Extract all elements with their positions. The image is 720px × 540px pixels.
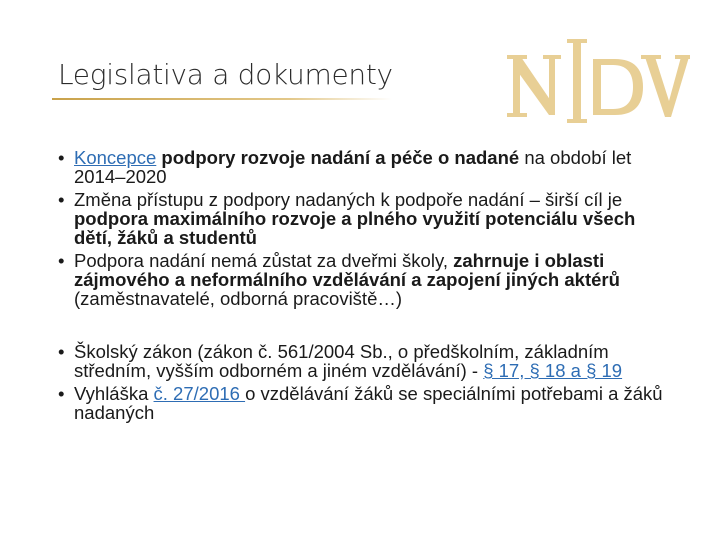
- bullet-item: [58, 342, 668, 380]
- bullet-icon: •: [58, 147, 65, 168]
- bullet-text: Školský zákon (zákon č. 561/2004 Sb., o předškolním, základním středním, vyšším odborném a jiném vzdělávání) -: [74, 341, 609, 381]
- bullet-list-strategy: [58, 148, 668, 308]
- bullet-icon: •: [58, 341, 65, 362]
- bullet-emphasis-text: zahrnuje i oblasti zájmového a neformálního vzdělávání a zapojení jiných aktérů: [74, 250, 620, 290]
- bullet-icon: •: [58, 189, 65, 210]
- title-underline: [52, 98, 392, 100]
- bullet-text: na období let 2014–2020: [74, 147, 632, 187]
- bullet-text: Změna přístupu z podpory nadaných k podpoře nadání – širší cíl je: [74, 189, 623, 210]
- document-link[interactable]: Koncepce: [74, 147, 157, 168]
- bullet-text: Podpora nadání nemá zůstat za dveřmi školy,: [74, 250, 454, 271]
- document-link[interactable]: č. 27/2016: [153, 383, 246, 404]
- document-link[interactable]: § 17, § 18 a § 19: [483, 360, 623, 381]
- bullet-icon: •: [58, 383, 65, 404]
- bullet-item: [58, 190, 668, 247]
- spacer: [58, 312, 668, 342]
- bullet-text: (zaměstnavatelé, odborná pracoviště…): [74, 288, 403, 309]
- bullet-list-legislation: [58, 342, 668, 422]
- bullet-emphasis-text: podpory rozvoje nadání a péče o nadané: [156, 147, 520, 168]
- bullet-item: [58, 384, 668, 422]
- bullet-item: [58, 148, 668, 186]
- bullet-emphasis-text: podpora maximálního rozvoje a plného využití potenciálu všech dětí, žáků a studentů: [74, 208, 636, 248]
- bullet-text: o vzdělávání žáků se speciálními potřebami a žáků nadaných: [74, 383, 663, 423]
- slide-content: [58, 148, 668, 426]
- bullet-item: [58, 251, 668, 308]
- page-title: Legislativa a dokumenty: [58, 58, 393, 91]
- bullet-icon: •: [58, 250, 65, 271]
- nidv-logo-icon: [505, 35, 690, 130]
- bullet-text: Vyhláška: [74, 383, 154, 404]
